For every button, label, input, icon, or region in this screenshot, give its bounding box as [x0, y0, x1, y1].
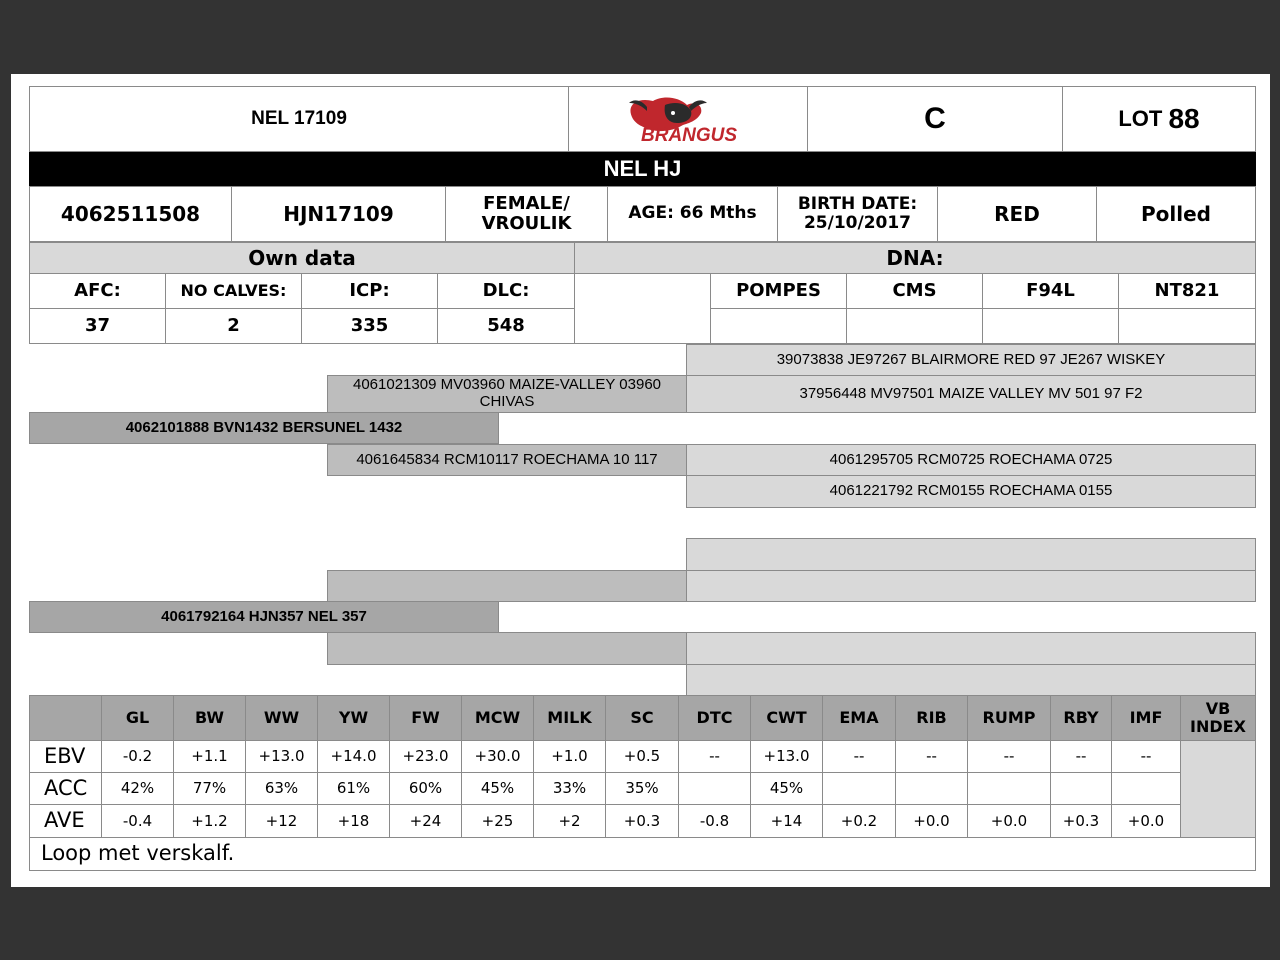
pedigree-dsd	[686, 570, 1256, 602]
animal-id-text: NEL 17109	[251, 108, 347, 130]
ebv-cell-ebv-dtc: --	[678, 740, 751, 773]
ebv-cell-ave-rby: +0.3	[1050, 804, 1112, 839]
ebv-col-rib-text: RIB	[916, 708, 947, 728]
ebv-cell-ave-sc: +0.3	[605, 804, 679, 839]
ebv-cell-ebv-sc: +0.5	[605, 740, 679, 773]
pedigree-sds	[686, 444, 1256, 476]
ebv-cell-acc-rby	[1050, 772, 1112, 805]
pedigree-dam-dam	[327, 632, 687, 665]
pedigree-dss	[686, 538, 1256, 571]
ebv-row-label-acc	[29, 772, 102, 805]
ebv-col-mcw	[461, 695, 534, 741]
dna-blank-cell	[574, 273, 711, 344]
ebv-cell-acc-cwt: 45%	[750, 772, 823, 805]
ebv-cell-acc-dtc	[678, 772, 751, 805]
pedigree-sds-text: 4061295705 RCM0725 ROECHAMA 0725	[829, 450, 1113, 468]
ebv-col-milk-text: MILK	[547, 708, 592, 728]
ebv-cell-ave-dtc: -0.8	[678, 804, 751, 839]
ebv-cell-ave-fw: +24	[389, 804, 462, 839]
vb-index-line-2: INDEX	[1190, 717, 1246, 736]
vb-index-line-1: VB	[1205, 699, 1231, 719]
afc-label	[29, 273, 166, 309]
ebv-col-yw-text: YW	[338, 708, 369, 728]
pedigree-sire	[29, 412, 499, 444]
pedigree-dam-sire	[327, 570, 687, 602]
logo-text: BRANGUS	[641, 125, 738, 146]
ebv-col-ww-text: WW	[263, 708, 300, 728]
ebv-cell-ebv-cwt: +13.0	[750, 740, 823, 773]
icp-value-text: 335	[350, 314, 389, 336]
dna-pompes-text: POMPES	[736, 279, 821, 301]
sex-line-1: FEMALE/	[483, 192, 570, 214]
afc-value-text: 37	[84, 314, 111, 336]
ebv-cell-acc-ww: 63%	[245, 772, 318, 805]
ebv-row-label-ave	[29, 804, 102, 838]
dlc-label	[437, 273, 575, 309]
ebv-cell-acc-imf	[1111, 772, 1181, 805]
ebv-col-rump-text: RUMP	[982, 708, 1036, 728]
ebv-col-gl-text: GL	[125, 708, 150, 728]
ebv-cell-acc-rib	[895, 772, 968, 805]
ebv-col-vb-index	[1180, 695, 1256, 741]
dna-header	[574, 242, 1256, 274]
animal-id	[29, 86, 569, 152]
pedigree-sdd	[686, 475, 1256, 508]
no-calves-value	[165, 308, 302, 344]
ebv-cell-ave-bw: +1.2	[173, 804, 246, 839]
pedigree-sire-text: 4062101888 BVN1432 BERSUNEL 1432	[125, 418, 403, 436]
pedigree-sire-sire	[327, 375, 687, 413]
age-text: AGE: 66 Mths	[628, 203, 757, 224]
vb-index-value	[1180, 740, 1256, 838]
ebv-cell-acc-gl: 42%	[101, 772, 174, 805]
lot-sheet	[11, 74, 1270, 887]
pedigree-sss-text: 39073838 JE97267 BLAIRMORE RED 97 JE267 WISKEY	[776, 350, 1166, 368]
pedigree-ssd-text: 37956448 MV97501 MAIZE VALLEY MV 501 97 F2	[799, 384, 1143, 402]
ebv-cell-ave-rump: +0.0	[967, 804, 1051, 839]
ebv-cell-ave-cwt: +14	[750, 804, 823, 839]
ebv-cell-ave-gl: -0.4	[101, 804, 174, 839]
dna-nt821-label	[1118, 273, 1256, 309]
pedigree-sire-dam-text: 4061645834 RCM10117 ROECHAMA 10 117	[356, 450, 658, 468]
icp-label	[301, 273, 438, 309]
ebv-col-milk	[533, 695, 606, 741]
no-calves-value-text: 2	[227, 314, 240, 336]
animal-name: NEL HJ	[603, 155, 682, 181]
brangus-logo	[568, 86, 808, 152]
ebv-cell-ebv-ww: +13.0	[245, 740, 318, 773]
dna-f94l-value	[982, 308, 1119, 344]
ebv-cell-ave-mcw: +25	[461, 804, 534, 839]
pedigree-dds	[686, 632, 1256, 665]
ebv-cell-ebv-rby: --	[1050, 740, 1112, 773]
ebv-cell-acc-rump	[967, 772, 1051, 805]
ebv-col-yw	[317, 695, 390, 741]
ebv-cell-ebv-milk: +1.0	[533, 740, 606, 773]
ebv-col-fw-text: FW	[411, 708, 440, 728]
lot-number: 88	[1168, 103, 1200, 135]
grade-text: C	[924, 102, 946, 136]
dna-pompes-value	[710, 308, 847, 344]
ebv-col-rby-text: RBY	[1063, 708, 1099, 728]
horn-status-text: Polled	[1141, 201, 1211, 226]
ebv-cell-ebv-ema: --	[822, 740, 896, 773]
pedigree-ssd	[686, 375, 1256, 413]
ebv-cell-ave-rib: +0.0	[895, 804, 968, 839]
ebv-cell-acc-milk: 33%	[533, 772, 606, 805]
no-calves-label	[165, 273, 302, 309]
ebv-col-gl	[101, 695, 174, 741]
dlc-value	[437, 308, 575, 344]
registration-text: 4062511508	[60, 201, 201, 226]
pedigree-sss	[686, 344, 1256, 376]
ebv-row-label-ebv	[29, 740, 102, 773]
sex-cell	[445, 186, 608, 242]
remarks	[29, 837, 1256, 871]
icp-label-text: ICP:	[349, 279, 390, 301]
ebv-cell-ave-imf: +0.0	[1111, 804, 1181, 839]
dna-f94l-text: F94L	[1026, 279, 1075, 301]
pedigree-dam-text: 4061792164 HJN357 NEL 357	[161, 607, 367, 625]
ebv-col-ema	[822, 695, 896, 741]
registration-number	[29, 186, 232, 242]
ebv-cell-ebv-imf: --	[1111, 740, 1181, 773]
ebv-col-ema-text: EMA	[839, 708, 879, 728]
ebv-cell-ebv-rib: --	[895, 740, 968, 773]
dna-cms-label	[846, 273, 983, 309]
ebv-row-label-acc-text: ACC	[44, 775, 88, 800]
ebv-cell-acc-yw: 61%	[317, 772, 390, 805]
ebv-cell-ebv-bw: +1.1	[173, 740, 246, 773]
ebv-col-rump	[967, 695, 1051, 741]
ebv-cell-ebv-rump: --	[967, 740, 1051, 773]
pedigree-sdd-text: 4061221792 RCM0155 ROECHAMA 0155	[829, 482, 1113, 500]
afc-value	[29, 308, 166, 344]
animal-code	[231, 186, 446, 242]
ebv-cell-ave-ww: +12	[245, 804, 318, 839]
birth-date-cell	[777, 186, 938, 242]
ebv-row-label-ebv-text: EBV	[44, 743, 86, 768]
ebv-cell-acc-ema	[822, 772, 896, 805]
dna-f94l-label	[982, 273, 1119, 309]
icp-value	[301, 308, 438, 344]
sex-line-2: VROULIK	[481, 213, 572, 234]
ebv-col-dtc-text: DTC	[696, 708, 733, 728]
ebv-row-label-ave-text: AVE	[44, 808, 85, 833]
remarks-text: Loop met verskalf.	[41, 841, 235, 866]
pedigree-sire-sire-line-1: 4061021309 MV03960 MAIZE-VALLEY 03960	[353, 376, 661, 394]
dna-pompes-label	[710, 273, 847, 309]
ebv-cell-ebv-gl: -0.2	[101, 740, 174, 773]
ebv-col-ww	[245, 695, 318, 741]
ebv-cell-ebv-yw: +14.0	[317, 740, 390, 773]
animal-name-bar	[29, 152, 1256, 186]
ebv-col-sc	[605, 695, 679, 741]
ebv-cell-ebv-fw: +23.0	[389, 740, 462, 773]
ebv-corner-cell	[29, 695, 102, 741]
ebv-col-rib	[895, 695, 968, 741]
ebv-col-imf-text: IMF	[1129, 708, 1163, 728]
ebv-col-bw-text: BW	[195, 708, 224, 728]
ebv-cell-acc-mcw: 45%	[461, 772, 534, 805]
ebv-cell-ebv-mcw: +30.0	[461, 740, 534, 773]
dna-cms-value	[846, 308, 983, 344]
own-data-header	[29, 242, 575, 274]
horn-status-cell	[1096, 186, 1256, 242]
ebv-cell-ave-milk: +2	[533, 804, 606, 839]
dna-nt821-text: NT821	[1154, 279, 1220, 301]
dlc-value-text: 548	[487, 314, 525, 336]
bull-icon	[603, 91, 773, 147]
ebv-col-dtc	[678, 695, 751, 741]
dna-title: DNA:	[886, 245, 944, 270]
dna-nt821-value	[1118, 308, 1256, 344]
ebv-col-fw	[389, 695, 462, 741]
ebv-col-rby	[1050, 695, 1112, 741]
birth-date-label: BIRTH DATE:	[797, 193, 918, 214]
pedigree-dam	[29, 601, 499, 633]
ebv-col-cwt-text: CWT	[766, 708, 807, 728]
animal-code-text: HJN17109	[283, 201, 394, 226]
pedigree-sire-dam	[327, 444, 687, 476]
ebv-cell-ave-yw: +18	[317, 804, 390, 839]
dlc-label-text: DLC:	[482, 279, 530, 301]
grade-badge	[807, 86, 1063, 152]
ebv-cell-ave-ema: +0.2	[822, 804, 896, 839]
own-data-title: Own data	[248, 245, 356, 270]
ebv-col-bw	[173, 695, 246, 741]
ebv-col-imf	[1111, 695, 1181, 741]
lot-prefix: LOT	[1118, 105, 1169, 131]
ebv-cell-acc-fw: 60%	[389, 772, 462, 805]
colour-cell	[937, 186, 1097, 242]
dna-cms-text: CMS	[892, 279, 937, 301]
ebv-col-sc-text: SC	[630, 708, 654, 728]
no-calves-label-text: NO CALVES:	[180, 281, 287, 301]
birth-date-value: 25/10/2017	[803, 213, 912, 233]
age-cell	[607, 186, 778, 242]
ebv-col-cwt	[750, 695, 823, 741]
colour-text: RED	[994, 201, 1040, 226]
ebv-cell-acc-bw: 77%	[173, 772, 246, 805]
afc-label-text: AFC:	[74, 279, 121, 301]
ebv-col-mcw-text: MCW	[474, 708, 521, 728]
pedigree-ddd	[686, 664, 1256, 696]
lot-number-cell	[1062, 86, 1256, 152]
ebv-cell-acc-sc: 35%	[605, 772, 679, 805]
pedigree-sire-sire-line-2: CHIVAS	[479, 393, 535, 410]
